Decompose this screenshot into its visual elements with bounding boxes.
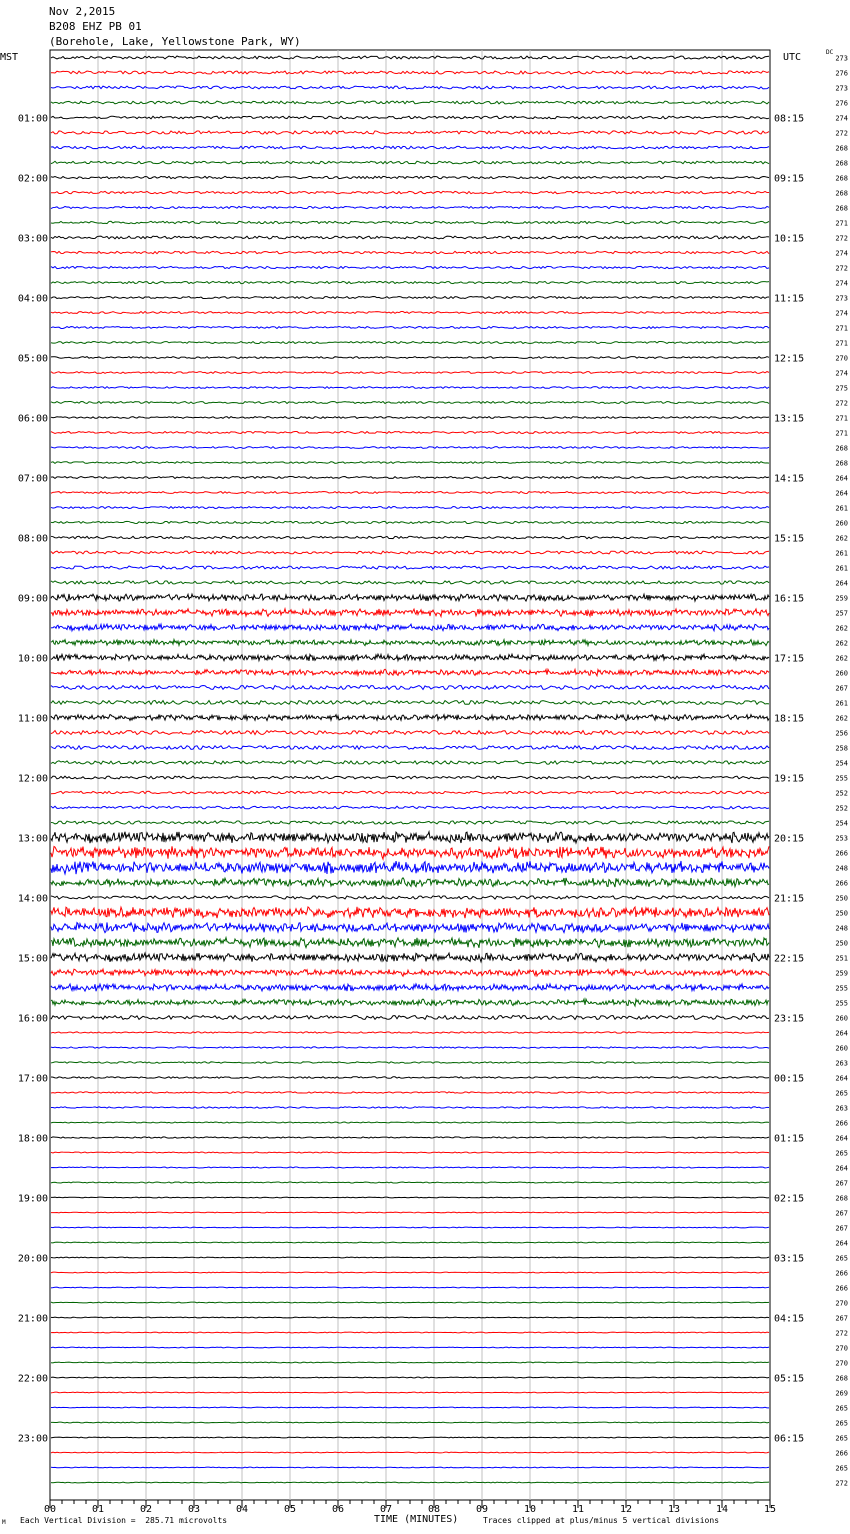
mst-hour-label: 10:00	[17, 653, 48, 665]
seismic-trace	[51, 594, 769, 601]
seismic-trace	[51, 521, 769, 523]
seismic-trace	[51, 806, 769, 809]
dc-offset-label: 268	[835, 189, 848, 198]
utc-hour-label: 06:15	[774, 1433, 805, 1445]
corner-mark: M	[2, 1519, 6, 1526]
dc-offset-label: 271	[835, 324, 848, 333]
seismic-trace	[51, 1107, 769, 1108]
seismic-trace	[51, 236, 769, 239]
dc-offset-label: 265	[835, 1404, 848, 1413]
mst-hour-label: 21:00	[17, 1313, 48, 1325]
dc-offset-label: 266	[835, 1284, 848, 1293]
x-tick-label: 01	[91, 1504, 105, 1515]
seismic-trace	[51, 953, 769, 962]
seismic-trace	[51, 1182, 769, 1183]
dc-offset-label: 267	[835, 1209, 848, 1218]
seismic-trace	[51, 1452, 769, 1453]
seismic-trace	[51, 372, 769, 374]
dc-offset-label: 268	[835, 444, 848, 453]
x-tick-label: 15	[763, 1504, 777, 1515]
seismic-trace	[51, 1317, 769, 1318]
seismic-trace	[51, 566, 769, 569]
seismic-trace	[51, 938, 769, 948]
seismic-trace	[51, 878, 769, 887]
x-tick-label: 00	[43, 1504, 57, 1515]
utc-hour-label: 10:15	[774, 233, 805, 245]
station-code: B208 EHZ PB 01	[49, 20, 142, 33]
seismic-trace	[51, 1272, 769, 1273]
seismic-trace	[51, 1437, 769, 1438]
dc-offset-label: 275	[835, 384, 848, 393]
seismic-trace	[51, 1332, 769, 1333]
dc-offset-label: 260	[835, 1044, 848, 1053]
dc-offset-label: 254	[835, 759, 848, 768]
seismic-trace	[51, 1377, 769, 1378]
seismic-trace	[51, 176, 769, 178]
dc-offset-label: 265	[835, 1464, 848, 1473]
seismic-trace	[51, 161, 769, 164]
dc-offset-label: 261	[835, 504, 848, 513]
seismic-trace	[51, 1062, 769, 1063]
seismic-trace	[51, 417, 769, 419]
dc-offset-label: 268	[835, 459, 848, 468]
dc-offset-label: 274	[835, 309, 848, 318]
dc-offset-label: 262	[835, 639, 848, 648]
dc-offset-label: 263	[835, 1104, 848, 1113]
seismic-trace	[51, 1407, 769, 1408]
dc-offset-label: 272	[835, 264, 848, 273]
dc-offset-label: 260	[835, 519, 848, 528]
seismic-trace	[51, 1092, 769, 1093]
seismic-trace	[51, 1137, 769, 1138]
seismic-trace	[51, 701, 769, 705]
utc-hour-label: 04:15	[774, 1313, 805, 1325]
dc-offset-label: 272	[835, 1329, 848, 1338]
dc-offset-label: 259	[835, 969, 848, 978]
dc-offset-label: 266	[835, 849, 848, 858]
seismic-trace	[51, 462, 769, 464]
x-tick-label: 14	[715, 1504, 729, 1515]
dc-offset-label: 251	[835, 954, 848, 963]
mst-hour-label: 17:00	[17, 1073, 48, 1085]
dc-offset-label: 252	[835, 804, 848, 813]
seismic-trace	[51, 896, 769, 899]
mst-hour-label: 11:00	[17, 713, 48, 725]
dc-offset-label: 248	[835, 864, 848, 873]
seismic-trace	[51, 1227, 769, 1228]
seismic-trace	[51, 714, 769, 720]
dc-offset-label: 265	[835, 1089, 848, 1098]
x-tick-label: 07	[379, 1504, 393, 1515]
dc-offset-label: 262	[835, 624, 848, 633]
dc-offset-label: 250	[835, 939, 848, 948]
dc-offset-label: 266	[835, 1269, 848, 1278]
dc-offset-label: 268	[835, 144, 848, 153]
left-axis-title: MST	[0, 52, 19, 63]
dc-offset-label: 268	[835, 174, 848, 183]
dc-offset-label: 267	[835, 684, 848, 693]
dc-offset-label: 274	[835, 249, 848, 258]
dc-offset-label: 264	[835, 1164, 848, 1173]
x-tick-label: 10	[523, 1504, 537, 1515]
seismic-trace	[51, 146, 769, 149]
utc-hour-label: 12:15	[774, 353, 805, 365]
seismic-trace	[51, 116, 769, 119]
x-tick-label: 11	[571, 1504, 585, 1515]
dc-offset-label: 276	[835, 69, 848, 78]
utc-hour-label: 19:15	[774, 773, 805, 785]
dc-offset-label: 271	[835, 429, 848, 438]
dc-offset-label: 267	[835, 1224, 848, 1233]
dc-offset-label: 264	[835, 579, 848, 588]
dc-offset-label: 264	[835, 474, 848, 483]
dc-offset-label: 270	[835, 1344, 848, 1353]
seismic-trace	[51, 477, 769, 479]
dc-offset-label: 272	[835, 234, 848, 243]
seismic-trace	[51, 191, 769, 193]
seismic-trace	[51, 861, 769, 874]
seismic-trace	[51, 999, 769, 1006]
dc-offset-label: 263	[835, 1059, 848, 1068]
dc-offset-label: 272	[835, 129, 848, 138]
x-tick-label: 02	[139, 1504, 153, 1515]
dc-offset-label: 271	[835, 414, 848, 423]
mst-hour-label: 20:00	[17, 1253, 48, 1265]
utc-hour-label: 23:15	[774, 1013, 805, 1025]
utc-hour-label: 14:15	[774, 473, 805, 485]
mst-hour-label: 06:00	[17, 413, 48, 425]
seismic-trace	[51, 281, 769, 283]
seismic-trace	[51, 1016, 769, 1020]
x-tick-label: 13	[667, 1504, 681, 1515]
dc-offset-label: 273	[835, 294, 848, 303]
dc-offset-label: 254	[835, 819, 848, 828]
dc-offset-label: 261	[835, 549, 848, 558]
seismic-trace	[51, 447, 769, 449]
dc-offset-label: 274	[835, 279, 848, 288]
plot-date: Nov 2,2015	[49, 5, 116, 18]
dc-offset-label: 267	[835, 1179, 848, 1188]
seismic-trace	[51, 312, 769, 314]
seismic-trace	[51, 624, 769, 631]
utc-hour-label: 13:15	[774, 413, 805, 425]
seismic-trace	[51, 907, 769, 918]
dc-offset-label: 268	[835, 1374, 848, 1383]
seismic-trace	[51, 387, 769, 389]
seismic-trace	[51, 1122, 769, 1123]
mst-hour-label: 13:00	[17, 833, 48, 845]
seismic-trace	[51, 206, 769, 208]
dc-offset-label: 268	[835, 204, 848, 213]
utc-hour-label: 00:15	[774, 1073, 805, 1085]
seismic-trace	[51, 1347, 769, 1348]
mst-hour-label: 07:00	[17, 473, 48, 485]
seismic-trace	[51, 731, 769, 735]
dc-offset-label: 264	[835, 1029, 848, 1038]
seismic-trace	[51, 327, 769, 329]
seismic-trace	[51, 357, 769, 359]
x-tick-label: 08	[427, 1504, 441, 1515]
dc-offset-label: 265	[835, 1419, 848, 1428]
seismic-trace	[51, 131, 769, 134]
seismic-trace	[51, 507, 769, 509]
seismic-trace	[51, 686, 769, 690]
seismic-trace	[51, 251, 769, 253]
x-axis-title: TIME (MINUTES)	[374, 1514, 459, 1525]
seismic-trace	[51, 832, 769, 843]
dc-offset-label: 250	[835, 909, 848, 918]
mst-hour-label: 14:00	[17, 893, 48, 905]
mst-hour-label: 16:00	[17, 1013, 48, 1025]
dc-offset-label: 265	[835, 1434, 848, 1443]
utc-hour-label: 21:15	[774, 893, 805, 905]
dc-offset-label: 270	[835, 1299, 848, 1308]
dc-offset-label: 255	[835, 774, 848, 783]
seismic-trace	[51, 86, 769, 89]
dc-offset-label: 261	[835, 699, 848, 708]
utc-hour-label: 20:15	[774, 833, 805, 845]
dc-offset-label: 273	[835, 84, 848, 93]
seismic-trace	[51, 1032, 769, 1033]
dc-offset-label: 270	[835, 1359, 848, 1368]
dc-offset-label: 264	[835, 1239, 848, 1248]
seismic-trace	[51, 297, 769, 299]
seismic-trace	[51, 1287, 769, 1288]
utc-hour-label: 09:15	[774, 173, 805, 185]
dc-offset-label: 260	[835, 1014, 848, 1023]
seismic-trace	[51, 1242, 769, 1243]
axis-labels	[0, 49, 848, 1525]
seismic-trace	[51, 71, 769, 74]
dc-offset-label: 252	[835, 789, 848, 798]
dc-offset-label: 276	[835, 99, 848, 108]
seismic-trace	[51, 1362, 769, 1363]
seismic-trace	[51, 266, 769, 268]
dc-offset-label: 255	[835, 999, 848, 1008]
utc-hour-label: 05:15	[774, 1373, 805, 1385]
dc-title: DC	[826, 49, 834, 56]
dc-offset-label: 262	[835, 654, 848, 663]
mst-hour-label: 19:00	[17, 1193, 48, 1205]
dc-offset-label: 257	[835, 609, 848, 618]
grid-lines	[50, 50, 770, 1508]
dc-offset-label: 260	[835, 669, 848, 678]
dc-offset-label: 271	[835, 339, 848, 348]
x-tick-label: 06	[331, 1504, 345, 1515]
mst-hour-label: 01:00	[17, 113, 48, 125]
mst-hour-label: 18:00	[17, 1133, 48, 1145]
seismic-trace	[51, 1467, 769, 1468]
utc-hour-label: 18:15	[774, 713, 805, 725]
dc-offset-label: 272	[835, 1479, 848, 1488]
x-tick-label: 09	[475, 1504, 489, 1515]
seismic-traces	[51, 56, 769, 1483]
seismic-trace	[51, 761, 769, 764]
mst-hour-label: 04:00	[17, 293, 48, 305]
dc-offset-label: 266	[835, 1449, 848, 1458]
utc-hour-label: 11:15	[774, 293, 805, 305]
dc-offset-label: 264	[835, 1074, 848, 1083]
seismic-trace	[51, 1302, 769, 1303]
seismic-trace	[51, 846, 769, 859]
dc-offset-label: 265	[835, 1149, 848, 1158]
dc-offset-label: 253	[835, 834, 848, 843]
seismic-trace	[51, 654, 769, 661]
seismic-trace	[51, 1422, 769, 1423]
utc-hour-label: 17:15	[774, 653, 805, 665]
mst-hour-label: 22:00	[17, 1373, 48, 1385]
seismic-trace	[51, 536, 769, 538]
dc-offset-label: 266	[835, 1119, 848, 1128]
seismic-trace	[51, 1392, 769, 1393]
x-tick-label: 12	[619, 1504, 633, 1515]
clip-note: Traces clipped at plus/minus 5 vertical divisions	[483, 1516, 720, 1525]
mst-hour-label: 08:00	[17, 533, 48, 545]
seismic-trace	[51, 551, 769, 554]
utc-hour-label: 15:15	[774, 533, 805, 545]
utc-hour-label: 16:15	[774, 593, 805, 605]
seismic-trace	[51, 640, 769, 646]
seismic-trace	[51, 581, 769, 584]
seismic-trace	[51, 1257, 769, 1258]
seismic-trace	[51, 609, 769, 617]
dc-offset-label: 261	[835, 564, 848, 573]
station-location: (Borehole, Lake, Yellowstone Park, WY)	[49, 35, 301, 48]
seismic-trace	[51, 1482, 769, 1483]
seismic-trace	[51, 1152, 769, 1153]
seismic-trace	[51, 1077, 769, 1079]
seismic-trace	[51, 791, 769, 794]
dc-offset-label: 272	[835, 399, 848, 408]
dc-offset-label: 258	[835, 744, 848, 753]
seismic-trace	[51, 776, 769, 779]
mst-hour-label: 12:00	[17, 773, 48, 785]
dc-offset-label: 259	[835, 594, 848, 603]
utc-hour-label: 08:15	[774, 113, 805, 125]
seismic-trace	[51, 1167, 769, 1168]
seismic-trace	[51, 969, 769, 976]
dc-offset-label: 270	[835, 354, 848, 363]
dc-offset-label: 268	[835, 1194, 848, 1203]
seismic-trace	[51, 922, 769, 932]
seismic-trace	[51, 984, 769, 991]
dc-offset-label: 269	[835, 1389, 848, 1398]
dc-offset-label: 264	[835, 1134, 848, 1143]
dc-offset-label: 274	[835, 114, 848, 123]
seismic-trace	[51, 221, 769, 223]
mst-hour-label: 05:00	[17, 353, 48, 365]
seismic-trace	[51, 821, 769, 824]
dc-offset-label: 266	[835, 879, 848, 888]
utc-hour-label: 02:15	[774, 1193, 805, 1205]
dc-offset-label: 264	[835, 489, 848, 498]
dc-offset-label: 274	[835, 369, 848, 378]
mst-hour-label: 23:00	[17, 1433, 48, 1445]
seismic-trace	[51, 669, 769, 675]
seismic-trace	[51, 402, 769, 404]
dc-offset-label: 273	[835, 54, 848, 63]
utc-hour-label: 01:15	[774, 1133, 805, 1145]
dc-offset-label: 262	[835, 714, 848, 723]
seismic-trace	[51, 1197, 769, 1198]
dc-offset-label: 250	[835, 894, 848, 903]
dc-offset-label: 268	[835, 159, 848, 168]
dc-offset-label: 265	[835, 1254, 848, 1263]
seismic-trace	[51, 56, 769, 59]
mst-hour-label: 15:00	[17, 953, 48, 965]
dc-offset-label: 262	[835, 534, 848, 543]
seismic-trace	[51, 1212, 769, 1213]
seismic-trace	[51, 432, 769, 434]
seismic-trace	[51, 492, 769, 494]
utc-hour-label: 22:15	[774, 953, 805, 965]
right-axis-title: UTC	[783, 52, 802, 63]
x-tick-label: 03	[187, 1504, 201, 1515]
mst-hour-label: 03:00	[17, 233, 48, 245]
seismic-trace	[51, 101, 769, 104]
scale-note: Each Vertical Division = 285.71 microvolts	[20, 1516, 228, 1525]
seismic-trace	[51, 1047, 769, 1048]
dc-offset-label: 255	[835, 984, 848, 993]
seismic-trace	[51, 746, 769, 750]
utc-hour-label: 03:15	[774, 1253, 805, 1265]
x-tick-label: 04	[235, 1504, 249, 1515]
mst-hour-label: 02:00	[17, 173, 48, 185]
x-tick-label: 05	[283, 1504, 297, 1515]
dc-offset-label: 256	[835, 729, 848, 738]
dc-offset-label: 271	[835, 219, 848, 228]
seismic-trace	[51, 342, 769, 344]
dc-offset-label: 267	[835, 1314, 848, 1323]
mst-hour-label: 09:00	[17, 593, 48, 605]
dc-offset-label: 248	[835, 924, 848, 933]
